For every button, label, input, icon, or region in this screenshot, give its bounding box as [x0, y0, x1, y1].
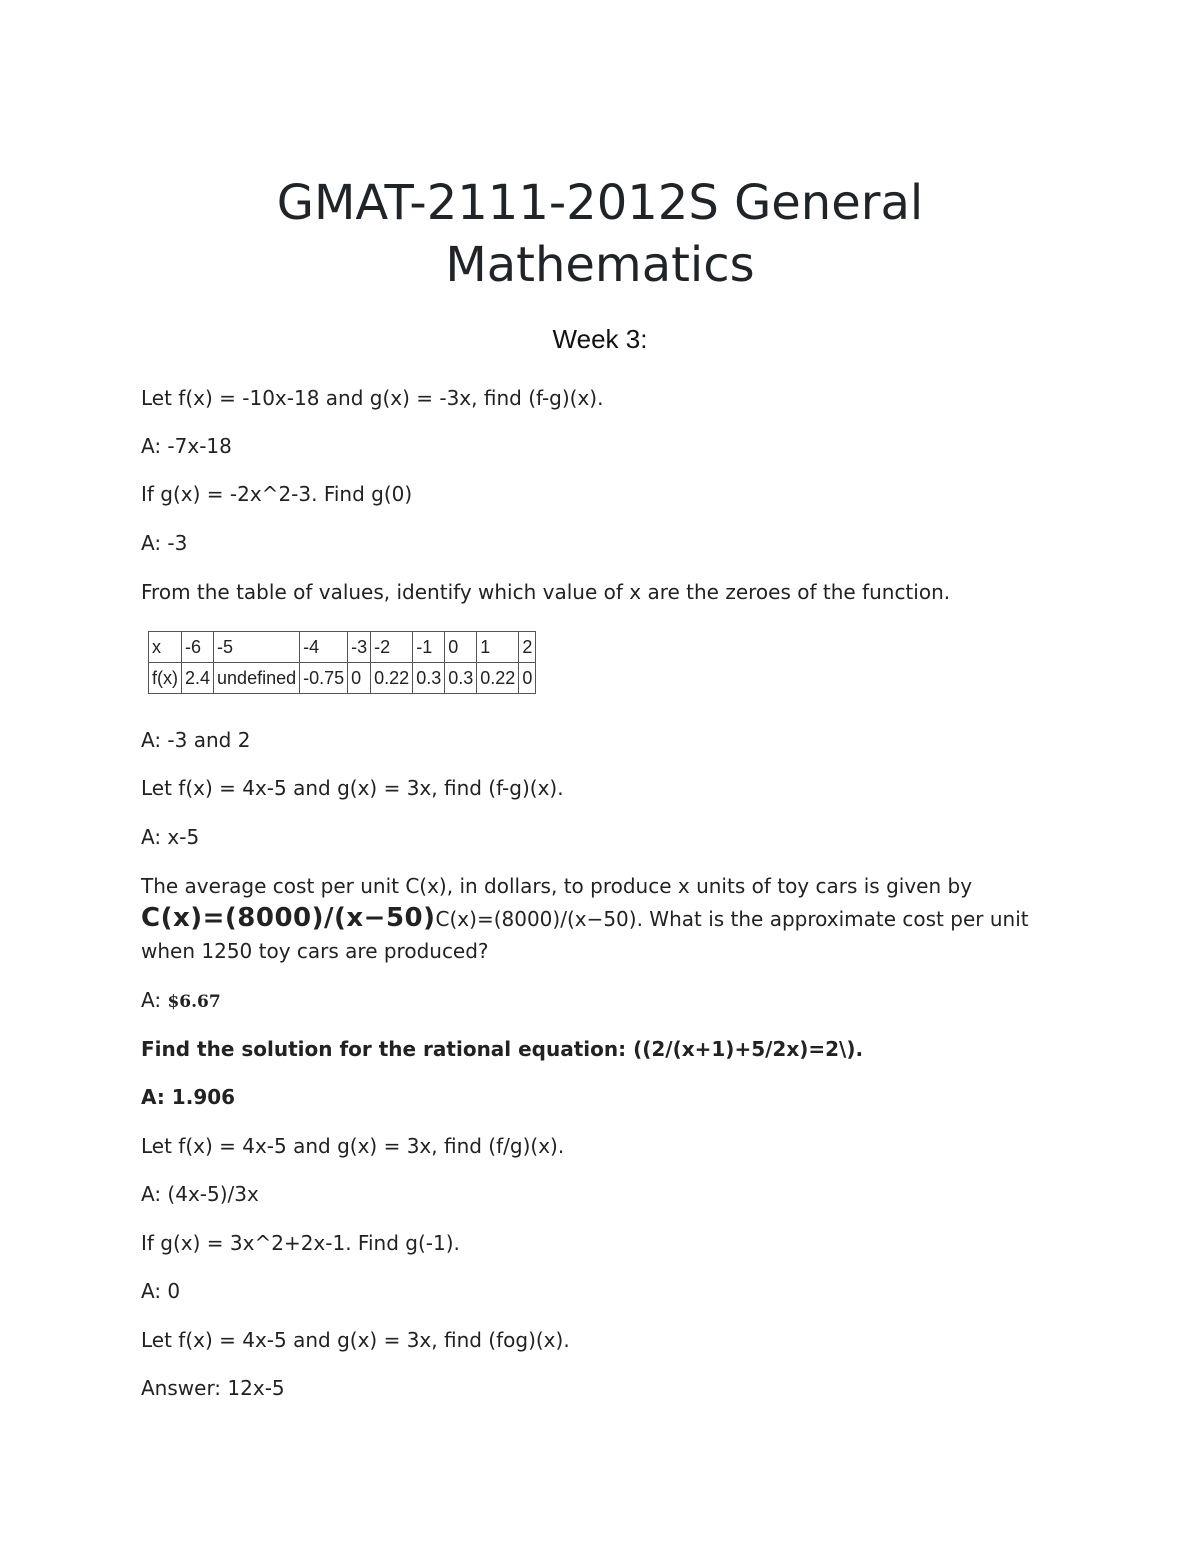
- q3-answer: A: -3 and 2: [141, 728, 251, 752]
- table-row-x: [149, 632, 536, 663]
- q5-answer: [141, 985, 221, 1017]
- table-cell: -2: [371, 632, 413, 663]
- q2-answer: A: -3: [141, 531, 188, 555]
- q5-answer-prefix: A:: [141, 988, 168, 1012]
- table-cell: -4: [300, 632, 348, 663]
- q5-answer-value: $6.67: [167, 992, 221, 1012]
- q2-question: If g(x) = -2x^2-3. Find g(0): [141, 482, 413, 506]
- table-cell: 0.3: [445, 663, 477, 694]
- q7-question: Let f(x) = 4x-5 and g(x) = 3x, find (f/g)(x).: [141, 1134, 565, 1158]
- table-cell: 0: [519, 663, 536, 694]
- table-cell: 2.4: [182, 663, 214, 694]
- table-cell: 0: [348, 663, 371, 694]
- q3-question: From the table of values, identify which value of x are the zeroes of the function.: [141, 580, 951, 604]
- q4-question: Let f(x) = 4x-5 and g(x) = 3x, find (f-g)(x).: [141, 776, 564, 800]
- q5-question-part2: C(x)=(8000)/(x−50). What is the approximate cost per unit when 1250 toy cars are produced?: [141, 907, 1029, 963]
- table-cell: undefined: [214, 663, 300, 694]
- table-cell: 0.22: [477, 663, 519, 694]
- table-cell: -3: [348, 632, 371, 663]
- table-row-fx: [149, 663, 536, 694]
- q4-answer: A: x-5: [141, 825, 200, 849]
- table-cell: x: [149, 632, 182, 663]
- q8-answer: A: 0: [141, 1279, 181, 1303]
- q1-question: Let f(x) = -10x-18 and g(x) = -3x, find (f-g)(x).: [141, 386, 604, 410]
- table-cell: -6: [182, 632, 214, 663]
- q9-answer: Answer: 12x-5: [141, 1376, 285, 1400]
- q5-question: [141, 870, 1061, 967]
- table-cell: 0.22: [371, 663, 413, 694]
- table-cell: 2: [519, 632, 536, 663]
- q6-answer: A: 1.906: [141, 1085, 236, 1109]
- values-table: [148, 631, 536, 694]
- table-cell: 0: [445, 632, 477, 663]
- cost-formula: C(x)=(8000)/(x−50): [141, 903, 436, 933]
- table-cell: -1: [413, 632, 445, 663]
- q9-question: Let f(x) = 4x-5 and g(x) = 3x, find (fog)(x).: [141, 1328, 570, 1352]
- table-cell: f(x): [149, 663, 182, 694]
- title-line-1: GMAT-2111-2012S General: [276, 175, 924, 231]
- q1-answer: A: -7x-18: [141, 434, 232, 458]
- week-heading: Week 3:: [552, 324, 648, 354]
- table-cell: 0.3: [413, 663, 445, 694]
- q8-question: If g(x) = 3x^2+2x-1. Find g(-1).: [141, 1231, 460, 1255]
- q6-question: Find the solution for the rational equation: ((2/(x+1)+5/2x)=2\).: [141, 1037, 864, 1061]
- table-cell: -5: [214, 632, 300, 663]
- title-line-2: Mathematics: [445, 237, 755, 293]
- q7-answer: A: (4x-5)/3x: [141, 1182, 259, 1206]
- document-title: [0, 172, 1200, 296]
- table-cell: 1: [477, 632, 519, 663]
- table-cell: -0.75: [300, 663, 348, 694]
- q5-question-part1: The average cost per unit C(x), in dollars, to produce x units of toy cars is given by: [141, 874, 973, 898]
